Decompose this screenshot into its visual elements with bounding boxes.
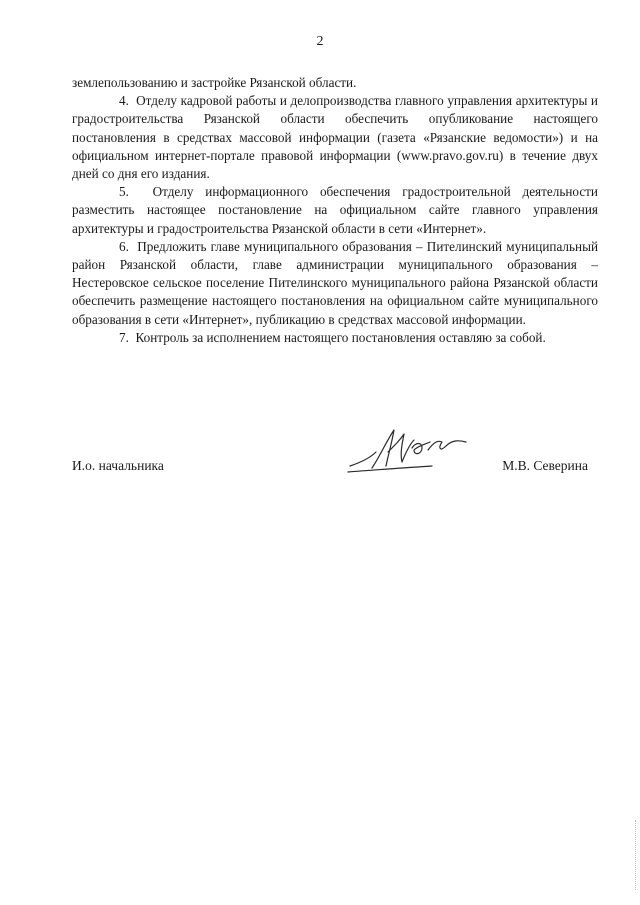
page-number: 2: [316, 34, 324, 49]
paragraph-item-4: 4. Отделу кадровой работы и делопроизводства главного управления архитектуры и градостроительства Рязанской области обеспечить опубликование настоящего постановления в средствах массовой информации (газета «Рязанские ведомости») и на официальном интернет-портале правовой информации (www.pravo.gov.ru) в течение двух дней со дня его издания.: [72, 93, 598, 182]
signatory-title: И.о. начальника: [72, 458, 164, 473]
paragraph-item-6: 6. Предложить главе муниципального образования – Пителинский муниципальный район Рязанской области, главе администрации муниципального образования – Нестеровское сельское поселение Пителинского муниципального района Рязанской области обеспечить размещение настоящего постановления на официальном сайте муниципального образования в сети «Интернет», публикацию в средствах массовой информации.: [72, 238, 598, 327]
paragraph-continuation: землепользованию и застройке Рязанской области.: [72, 75, 357, 90]
document-body: [72, 74, 598, 347]
signatory-name: М.В. Северина: [502, 458, 588, 473]
paragraph-item-7: 7. Контроль за исполнением настоящего постановления оставляю за собой.: [119, 329, 546, 345]
signature-block: [72, 446, 598, 486]
handwritten-signature-icon: [342, 422, 482, 482]
paragraph-item-5: 5. Отделу информационного обеспечения градостроительной деятельности разместить настоящее постановление на официальном сайте главного управления архитектуры и градостроительства Рязанской области в сети «Интернет».: [72, 184, 598, 236]
scan-edge-mark: [632, 820, 636, 890]
